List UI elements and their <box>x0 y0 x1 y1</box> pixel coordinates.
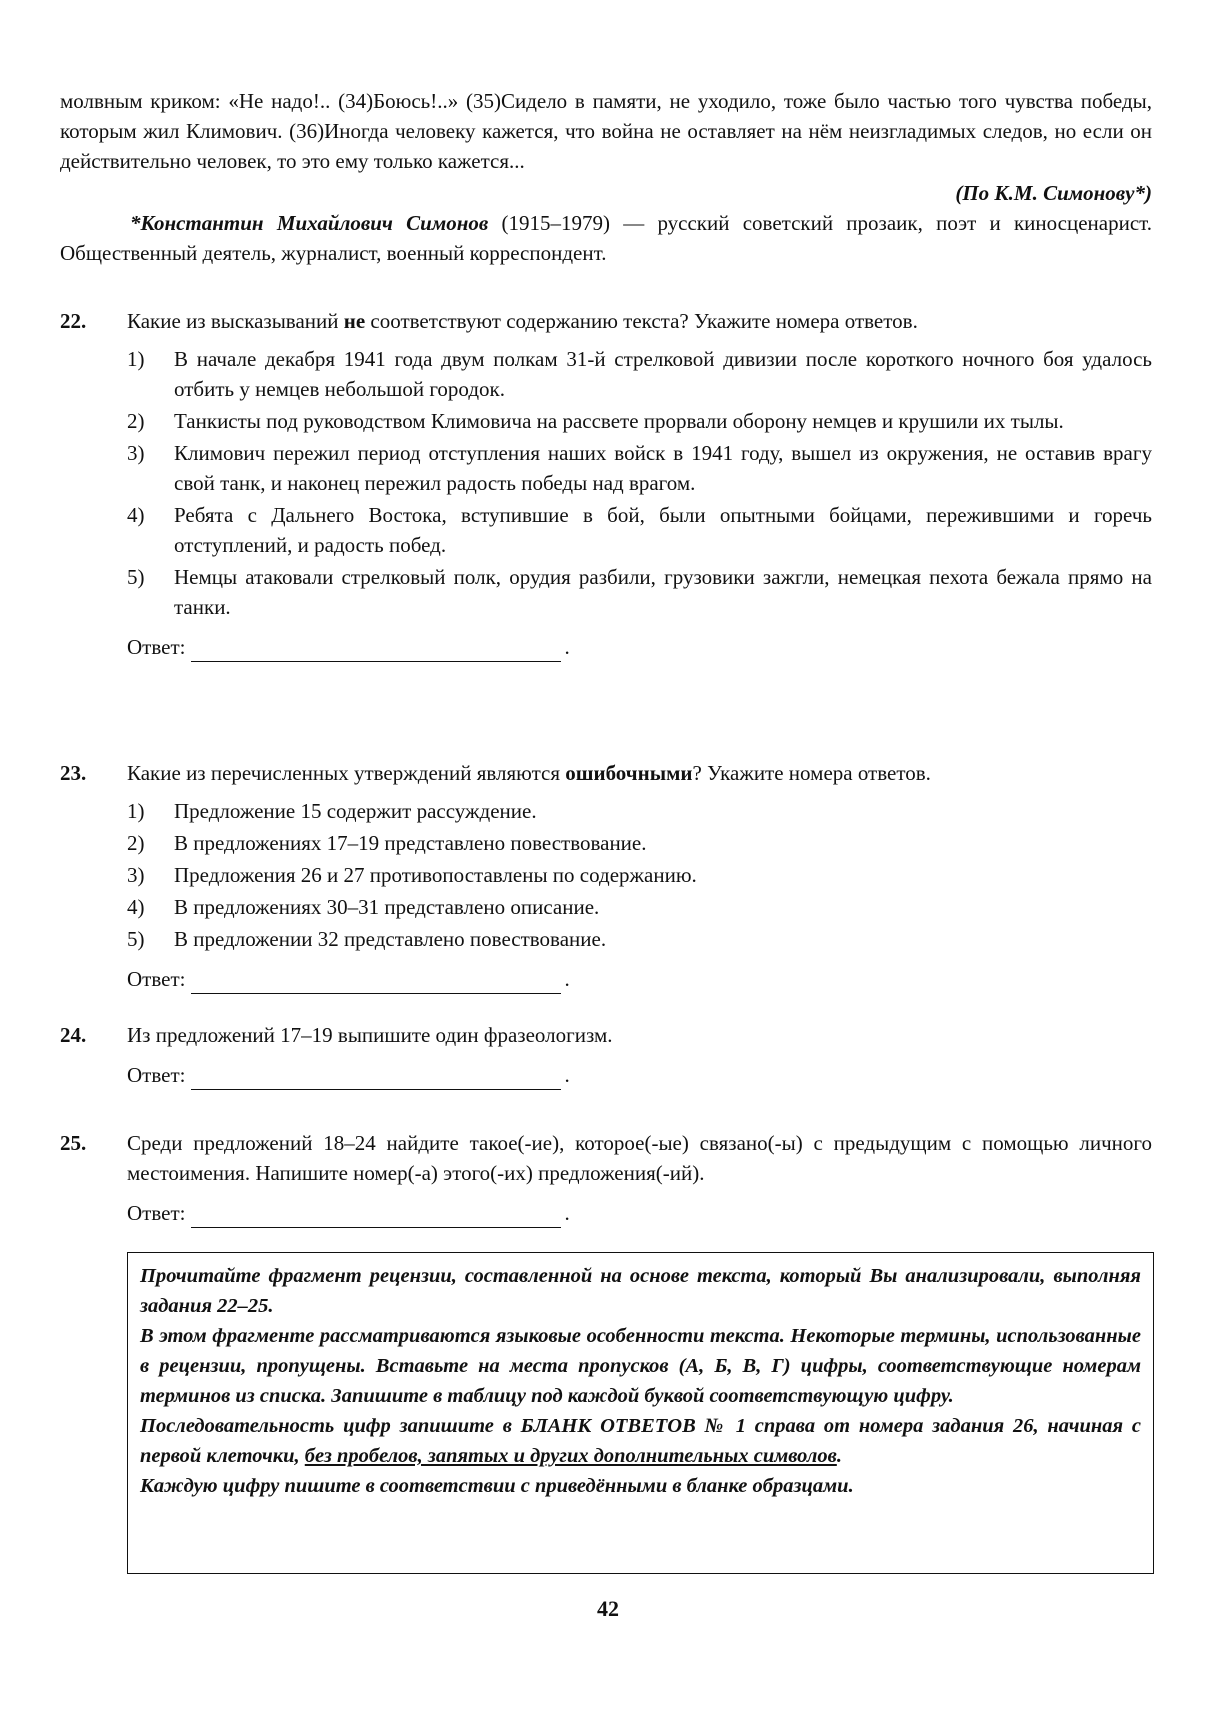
question-emphasis: ошибочными <box>565 761 693 785</box>
option-number: 1) <box>127 347 145 371</box>
answer-field <box>127 964 1152 994</box>
answer-line[interactable] <box>191 639 561 662</box>
instruction-digits: Каждую цифру пишите в соответствии с приведёнными в бланке образцами. <box>140 1475 854 1497</box>
task-number: 24. <box>60 1023 87 1047</box>
answer-period: . <box>564 635 570 659</box>
option-text: В начале декабря 1941 года двум полкам 31-й стрелковой дивизии после короткого ночного боя удалось отбить у немцев небольшой городок. <box>174 347 1152 401</box>
option-number: 3) <box>127 863 145 887</box>
question-text: соответствуют содержанию текста? Укажите номера ответов. <box>365 309 918 333</box>
task-question <box>127 758 1152 788</box>
instruction-underlined: без пробелов, запятых и других дополнительных символов <box>304 1445 837 1467</box>
answer-label: Ответ: <box>127 967 186 991</box>
question-text: Какие из высказываний <box>127 309 344 333</box>
option-text: Предложение 15 содержит рассуждение. <box>174 799 537 823</box>
answer-options <box>60 344 1152 622</box>
task-number: 25. <box>60 1131 87 1155</box>
answer-field <box>127 632 1152 662</box>
option-number: 4) <box>127 503 145 527</box>
task-question: Среди предложений 18–24 найдите такое(-ие), которое(-ые) связано(-ы) с предыдущим с помощью личного местоимения. Напишите номер(-а) этого(-их) предложения(-ий). <box>127 1131 1152 1185</box>
option-text: В предложениях 17–19 представлено повествование. <box>174 831 647 855</box>
option-item <box>60 892 1152 922</box>
answer-line[interactable] <box>191 1205 561 1228</box>
task-25 <box>60 1128 1152 1228</box>
option-text: Танкисты под руководством Климовича на рассвете прорвали оборону немцев и крушили их тылы. <box>174 409 1064 433</box>
answer-period: . <box>564 967 570 991</box>
option-number: 2) <box>127 831 145 855</box>
footnote-author-bio: (1915–1979) — русский советский прозаик, поэт и киносценарист. Общественный деятель, журналист, военный корреспондент. <box>60 211 1152 265</box>
instruction-form <box>140 1411 1141 1471</box>
answer-options <box>60 796 1152 954</box>
excerpt-source: (По К.М. Симонову*) <box>955 181 1152 205</box>
task-number: 22. <box>60 309 87 333</box>
option-item <box>60 828 1152 858</box>
answer-period: . <box>564 1063 570 1087</box>
excerpt-continuation: молвным криком: «Не надо!.. (34)Боюсь!..» (35)Сидело в памяти, не уходило, тоже было частью того чувства победы, которым жил Климович. (36)Иногда человеку кажется, что война не оставляет на нём неизгладимых следов, но если он действительно человек, то это ему только кажется... <box>60 89 1152 173</box>
task-question <box>127 306 1152 336</box>
instruction-fill: В этом фрагменте рассматриваются языковые особенности текста. Некоторые термины, использованные в рецензии, пропущены. Вставьте на места пропусков (А, Б, В, Г) цифры, соответствующие номерам терминов из списка. Запишите в таблицу под каждой буквой соответствующую цифру. <box>140 1325 1141 1407</box>
task-24 <box>60 1020 1152 1090</box>
option-number: 3) <box>127 441 145 465</box>
instruction-box <box>127 1252 1154 1574</box>
answer-label: Ответ: <box>127 635 186 659</box>
option-text: Ребята с Дальнего Востока, вступившие в бой, были опытными бойцами, пережившими и горечь отступлений, и радость побед. <box>174 503 1152 557</box>
option-item <box>60 860 1152 890</box>
option-item <box>60 344 1152 404</box>
option-item <box>60 500 1152 560</box>
option-item <box>60 406 1152 436</box>
option-item <box>60 438 1152 498</box>
instruction-read: Прочитайте фрагмент рецензии, составленной на основе текста, который Вы анализировали, выполняя задания 22–25. <box>140 1265 1141 1317</box>
answer-line[interactable] <box>191 1067 561 1090</box>
footnote-author-name: *Константин Михайлович Симонов <box>130 211 489 235</box>
option-text: В предложении 32 представлено повествование. <box>174 927 607 951</box>
answer-line[interactable] <box>191 971 561 994</box>
answer-field <box>127 1060 1152 1090</box>
author-footnote <box>60 208 1152 268</box>
option-number: 2) <box>127 409 145 433</box>
option-item <box>60 796 1152 826</box>
task-23 <box>60 758 1152 994</box>
option-number: 5) <box>127 927 145 951</box>
answer-period: . <box>564 1201 570 1225</box>
question-text: ? Укажите номера ответов. <box>692 761 931 785</box>
instruction-text: Последовательность цифр запишите в БЛАНК ОТВЕТОВ № 1 справа от номера задания 26, начиная с первой клеточки, <box>140 1415 1141 1467</box>
option-number: 4) <box>127 895 145 919</box>
option-text: Предложения 26 и 27 противопоставлены по содержанию. <box>174 863 697 887</box>
answer-field <box>127 1198 1152 1228</box>
option-item <box>60 562 1152 622</box>
option-item <box>60 924 1152 954</box>
task-question: Из предложений 17–19 выпишите один фразеологизм. <box>127 1023 613 1047</box>
option-text: В предложениях 30–31 представлено описание. <box>174 895 600 919</box>
option-number: 5) <box>127 565 145 589</box>
text-excerpt <box>60 86 1152 268</box>
instruction-text: . <box>836 1445 842 1467</box>
option-text: Климович пережил период отступления наших войск в 1941 году, вышел из окружения, не оставив врагу свой танк, и наконец пережил радость победы над врагом. <box>174 441 1152 495</box>
task-number: 23. <box>60 761 87 785</box>
option-number: 1) <box>127 799 145 823</box>
answer-label: Ответ: <box>127 1063 186 1087</box>
question-emphasis: не <box>343 309 366 333</box>
option-text: Немцы атаковали стрелковый полк, орудия разбили, грузовики зажгли, немецкая пехота бежала прямо на танки. <box>174 565 1152 619</box>
question-text: Какие из перечисленных утверждений являются <box>127 761 566 785</box>
page-number: 42 <box>597 1596 619 1621</box>
answer-label: Ответ: <box>127 1201 186 1225</box>
task-22 <box>60 306 1152 662</box>
